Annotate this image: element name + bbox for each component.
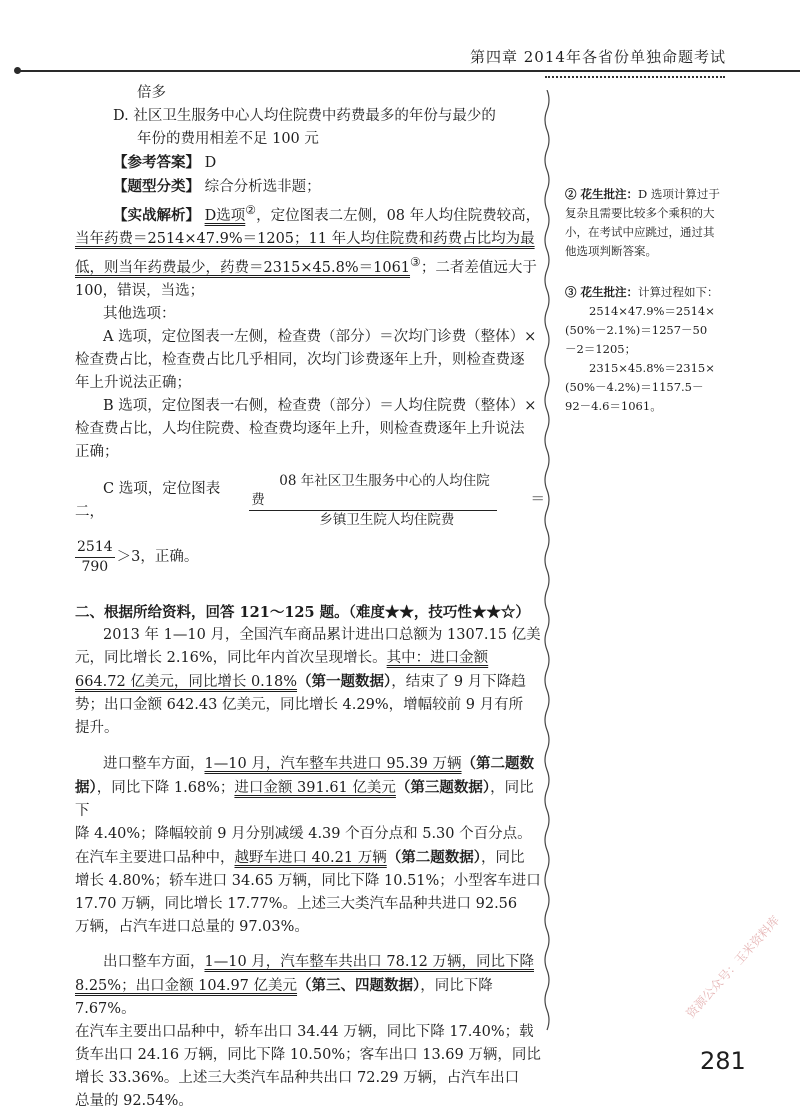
analysis-text: 低，则当年药费最少，药费＝2315×45.8%＝1061 <box>75 259 411 276</box>
option-c-text: C 选项，定位图表二， <box>75 480 221 520</box>
text: 在汽车主要进口品种中， <box>75 849 235 866</box>
text: 进口整车方面， <box>103 755 205 772</box>
analysis-text: D选项 <box>204 207 246 224</box>
annotation-body: D 选项计算过于复杂且需要比较多个乘积的大小，在考试中应跳过，通过其他选项判断答案。 <box>565 187 720 258</box>
text: 元，同比增长 2.16%，同比年内首次呈现增长。 <box>75 649 387 666</box>
analysis-line <box>75 251 545 280</box>
text-bold: （第三、四题数据） <box>297 976 421 994</box>
text: ，同比下降 1.68%； <box>96 779 235 796</box>
calc-line: 2315×45.8%＝2315× <box>589 361 715 375</box>
text: ，同比下 <box>75 779 534 819</box>
text-line: 倍多 <box>137 85 166 101</box>
text-underlined: 664.72 亿美元，同比增长 0.18% <box>75 673 298 690</box>
main-text-column <box>75 82 545 1113</box>
annotation-text <box>565 185 725 261</box>
fraction-denominator: 乡镇卫生院人均住院费 <box>319 511 455 528</box>
analysis-line <box>75 228 545 251</box>
fraction-numerator: 08 年社区卫生服务中心的人均住院费 <box>249 472 496 511</box>
fraction-numerator: 2514 <box>75 538 115 558</box>
text-bold: 据） <box>75 778 97 796</box>
paragraph-line: 降 4.40%；降幅较前 9 月分别减缓 4.39 个百分点和 5.30 个百分点。 <box>75 825 532 842</box>
analysis-row <box>75 199 545 228</box>
sidebar-top-dotted-rule <box>545 76 725 78</box>
text-bold: （第三题数据） <box>395 778 491 796</box>
other-options-label: 其他选项： <box>103 305 176 322</box>
paragraph-line: 2013 年 1—10 月，全国汽车商品累计进出口总额为 1307.15 亿美 <box>103 626 541 643</box>
option-c-conclusion: ＞3，正确。 <box>116 548 199 565</box>
text-underlined: 越野车进口 40.21 万辆 <box>234 849 387 866</box>
text: 出口整车方面， <box>103 953 205 970</box>
text-underlined: 1—10 月，汽车整车共进口 95.39 万辆 <box>204 755 462 772</box>
fraction-denominator: 790 <box>81 558 109 575</box>
option-a-line: 年上升说法正确； <box>75 374 191 391</box>
paragraph-line <box>75 776 545 823</box>
text: ，同比 <box>480 849 525 866</box>
value-fraction <box>75 538 115 577</box>
option-d-line2: 年份的费用相差不足 100 元 <box>137 131 319 147</box>
note-ref: ② <box>245 203 257 217</box>
text-underlined: 1—10 月，汽车整车共出口 78.12 万辆，同比下降 <box>204 953 535 970</box>
ratio-fraction <box>249 472 496 530</box>
text: ，同比下降 7.67%。 <box>75 977 493 1017</box>
paragraph-line: 在汽车主要出口品种中，轿车出口 34.44 万辆，同比下降 17.40%；载 <box>75 1023 534 1040</box>
equals-sign: ＝ <box>530 492 545 509</box>
header-rule <box>20 70 800 72</box>
calc-line: (50%－2.1%)＝1257－50 <box>565 323 708 337</box>
option-b-line: B 选项，定位图表一右侧，检查费（部分）＝人均住院费（整体）× <box>103 397 537 414</box>
paragraph-line: 增长 4.80%；轿车进口 34.65 万辆，同比下降 10.51%；小型客车进口 <box>75 872 541 889</box>
answer-label: 【参考答案】 <box>113 154 200 171</box>
annotation-text <box>565 283 725 302</box>
analysis-text: ；二者差值远大于 <box>420 259 537 276</box>
calc-line: 92－4.6＝1061。 <box>565 399 662 413</box>
annotation-label: ② 花生批注： <box>565 187 639 201</box>
calc-line: －2＝1205； <box>565 342 637 356</box>
calc-line: 2514×47.9%＝2514× <box>589 304 715 318</box>
paragraph-line <box>75 647 545 670</box>
option-b-line: 正确； <box>75 443 119 460</box>
calc-line: (50%－4.2%)＝1157.5－ <box>565 380 704 394</box>
analysis-text: 当年药费＝2514×47.9%＝1205；11 年人均住院费和药费占比均为最 <box>75 230 535 247</box>
text-underlined: 8.25%；出口金额 104.97 亿美元 <box>75 977 298 994</box>
paragraph-line: 17.70 万辆，同比增长 17.77%。上述三大类汽车品种共进口 92.56 <box>75 895 518 912</box>
annotation-note-3 <box>565 283 725 416</box>
text-bold: （第一题数据） <box>297 672 392 690</box>
paragraph-line: 万辆，占汽车进口总量的 97.03%。 <box>75 918 309 935</box>
annotation-label: ③ 花生批注： <box>565 285 639 299</box>
paragraph-line: 总量的 92.54%。 <box>75 1092 193 1109</box>
option-b-line: 检查费占比，人均住院费、检查费均逐年上升，则检查费逐年上升说法 <box>75 420 525 437</box>
answer-row <box>75 151 545 175</box>
type-label: 【题型分类】 <box>113 178 200 195</box>
paragraph-line <box>75 974 545 1021</box>
option-c-row <box>75 472 545 530</box>
text-bold: （第二题数 <box>461 754 535 772</box>
paragraph-line: 提升。 <box>75 719 119 736</box>
header-bullet <box>14 67 21 74</box>
annotation-body: 计算过程如下： <box>638 285 719 299</box>
text-underlined: 进口金额 391.61 亿美元 <box>234 779 396 796</box>
paragraph-line <box>75 951 545 974</box>
page-number: 281 <box>700 1047 746 1075</box>
option-c-result-row <box>75 538 545 577</box>
paragraph-line <box>75 846 545 870</box>
text-underlined: 其中：进口金额 <box>386 649 489 666</box>
text: ，结束了 9 月下降趋 <box>391 673 526 690</box>
analysis-label: 【实战解析】 <box>113 206 200 224</box>
paragraph-line: 势；出口金额 642.43 亿美元，同比增长 4.29%，增幅较前 9 月有所 <box>75 696 524 713</box>
answer-value: D <box>204 155 217 171</box>
text-bold: （第二题数据） <box>386 848 481 866</box>
option-d-line1: D. 社区卫生服务中心人均住院费中药费最多的年份与最少的 <box>113 108 496 124</box>
annotation-note-2 <box>565 185 725 261</box>
option-a-line: A 选项，定位图表一左侧，检查费（部分）＝次均门诊费（整体）× <box>103 328 537 345</box>
analysis-text: ，定位图表二左侧，08 年人均住院费较高， <box>256 207 541 224</box>
watermark: 资源公众号：玉米资料库 <box>683 913 783 1021</box>
type-value: 综合分析选非题； <box>204 179 321 195</box>
paragraph-line <box>75 752 545 776</box>
paragraph-line <box>75 670 545 694</box>
section-heading: 二、根据所给资料，回答 121～125 题。（难度★★，技巧性★★☆） <box>75 603 530 621</box>
analysis-line: 100，错误，当选； <box>75 282 205 299</box>
note-ref: ③ <box>410 254 421 269</box>
option-a-line: 检查费占比，检查费占比几乎相同，次均门诊费逐年上升，则检查费逐 <box>75 351 525 368</box>
running-header: 第四章 2014年各省份单独命题考试 <box>470 48 726 66</box>
paragraph-line: 增长 33.36%。上述三大类汽车品种共出口 72.29 万辆，占汽车出口 <box>75 1069 520 1086</box>
type-row <box>75 175 545 199</box>
paragraph-line: 货车出口 24.16 万辆，同比下降 10.50%；客车出口 13.69 万辆，同比 <box>75 1046 541 1063</box>
